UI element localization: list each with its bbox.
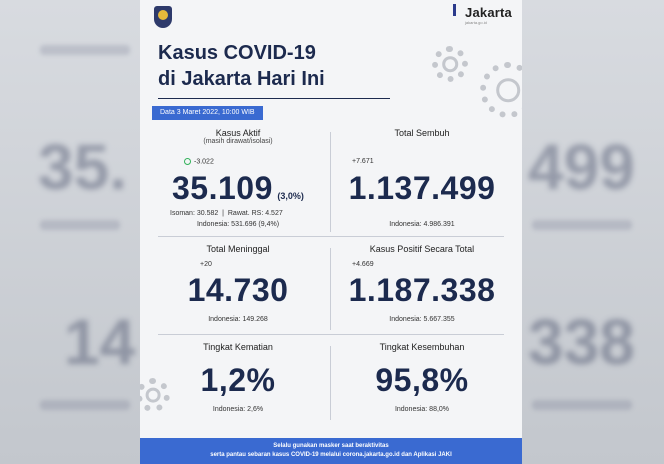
- kasus-aktif-sublabel: (masih dirawat/isolasi): [203, 138, 273, 145]
- tingkat-kesembuhan-value: 95,8%: [375, 362, 469, 398]
- ghost-number: 499: [528, 131, 635, 203]
- column-divider: [330, 248, 331, 330]
- footer-line-1: Selalu gunakan masker saat beraktivitas: [273, 443, 389, 449]
- kasus-aktif-value-row: [172, 170, 304, 207]
- ghost-bar: [40, 45, 130, 55]
- logo-subtext: jakarta.go.id: [465, 20, 487, 25]
- kasus-positif-value: 1.187.338: [348, 272, 496, 308]
- ghost-bar: [532, 220, 632, 230]
- total-sembuh-indonesia: Indonesia: 4.986.391: [389, 221, 455, 228]
- kasus-aktif-panel: [152, 128, 324, 232]
- isoman-count: Isoman: 30.582: [170, 210, 219, 217]
- ghost-number: 35.: [38, 131, 127, 203]
- jakarta-logo: [465, 5, 512, 25]
- ghost-bar: [40, 220, 120, 230]
- total-meninggal-value: 14.730: [187, 272, 289, 308]
- footer-banner: [140, 438, 522, 464]
- total-meninggal-delta: +20: [200, 261, 212, 268]
- tingkat-kematian-value: 1,2%: [200, 362, 276, 398]
- tingkat-kematian-label: Tingkat Kematian: [203, 342, 273, 352]
- kasus-positif-label: Kasus Positif Secara Total: [369, 244, 475, 254]
- logo-text: Jakarta: [465, 5, 512, 20]
- date-badge: Data 3 Maret 2022, 10:00 WIB: [152, 106, 263, 120]
- kasus-positif-indonesia: Indonesia: 5.667.355: [389, 316, 455, 323]
- total-sembuh-panel: [336, 128, 508, 232]
- gear-icon: [480, 62, 522, 118]
- kasus-positif-panel: [336, 244, 508, 332]
- kasus-aktif-delta-text: -3.022: [194, 158, 214, 166]
- title-line-2: di Jakarta Hari Ini: [158, 68, 325, 90]
- kasus-aktif-delta: [184, 158, 214, 165]
- rawat-rs-count: Rawat. RS: 4.527: [227, 210, 283, 217]
- column-divider: [330, 132, 331, 232]
- total-sembuh-value: 1.137.499: [348, 170, 496, 206]
- ghost-number: 14: [64, 306, 136, 378]
- tingkat-kesembuhan-indonesia: Indonesia: 88,0%: [394, 406, 450, 413]
- kasus-aktif-value: 35.109: [172, 170, 273, 206]
- kasus-positif-delta: +4.669: [352, 261, 374, 268]
- jakarta-crest-logo: [154, 6, 172, 28]
- kasus-aktif-label: Kasus Aktif: [215, 128, 261, 138]
- tingkat-kesembuhan-label: Tingkat Kesembuhan: [379, 342, 465, 352]
- title-line-1: Kasus COVID-19: [158, 42, 316, 64]
- total-meninggal-panel: [152, 244, 324, 332]
- total-sembuh-label: Total Sembuh: [394, 128, 450, 138]
- tingkat-kematian-panel: [152, 342, 324, 422]
- kasus-aktif-pct: (3,0%): [277, 191, 304, 201]
- page-title: [158, 40, 325, 92]
- blurred-background-left: [0, 0, 140, 464]
- infographic-card: [140, 0, 522, 464]
- row-divider: [158, 334, 504, 335]
- ghost-number: 338: [528, 306, 635, 378]
- jakarta-logo-mark: [453, 4, 456, 16]
- total-meninggal-label: Total Meninggal: [206, 244, 270, 254]
- column-divider: [330, 346, 331, 420]
- row-divider: [158, 236, 504, 237]
- kasus-aktif-indonesia: Indonesia: 531.696 (9,4%): [196, 221, 280, 228]
- tingkat-kesembuhan-panel: [336, 342, 508, 422]
- footer-line-2: serta pantau sebaran kasus COVID-19 melalui corona.jakarta.go.id dan Aplikasi JAKI: [210, 452, 452, 458]
- kasus-aktif-breakdown: Isoman: 30.582 | Rawat. RS: 4.527: [170, 210, 283, 217]
- ghost-bar: [532, 400, 632, 410]
- tingkat-kematian-indonesia: Indonesia: 2,6%: [212, 406, 264, 413]
- ghost-bar: [40, 400, 130, 410]
- gear-icon: [432, 46, 468, 82]
- blurred-background-right: [522, 0, 664, 464]
- decrease-indicator-icon: [184, 158, 191, 165]
- title-divider: [158, 98, 390, 99]
- total-meninggal-indonesia: Indonesia: 149.268: [208, 316, 268, 323]
- total-sembuh-delta: +7.671: [352, 158, 374, 165]
